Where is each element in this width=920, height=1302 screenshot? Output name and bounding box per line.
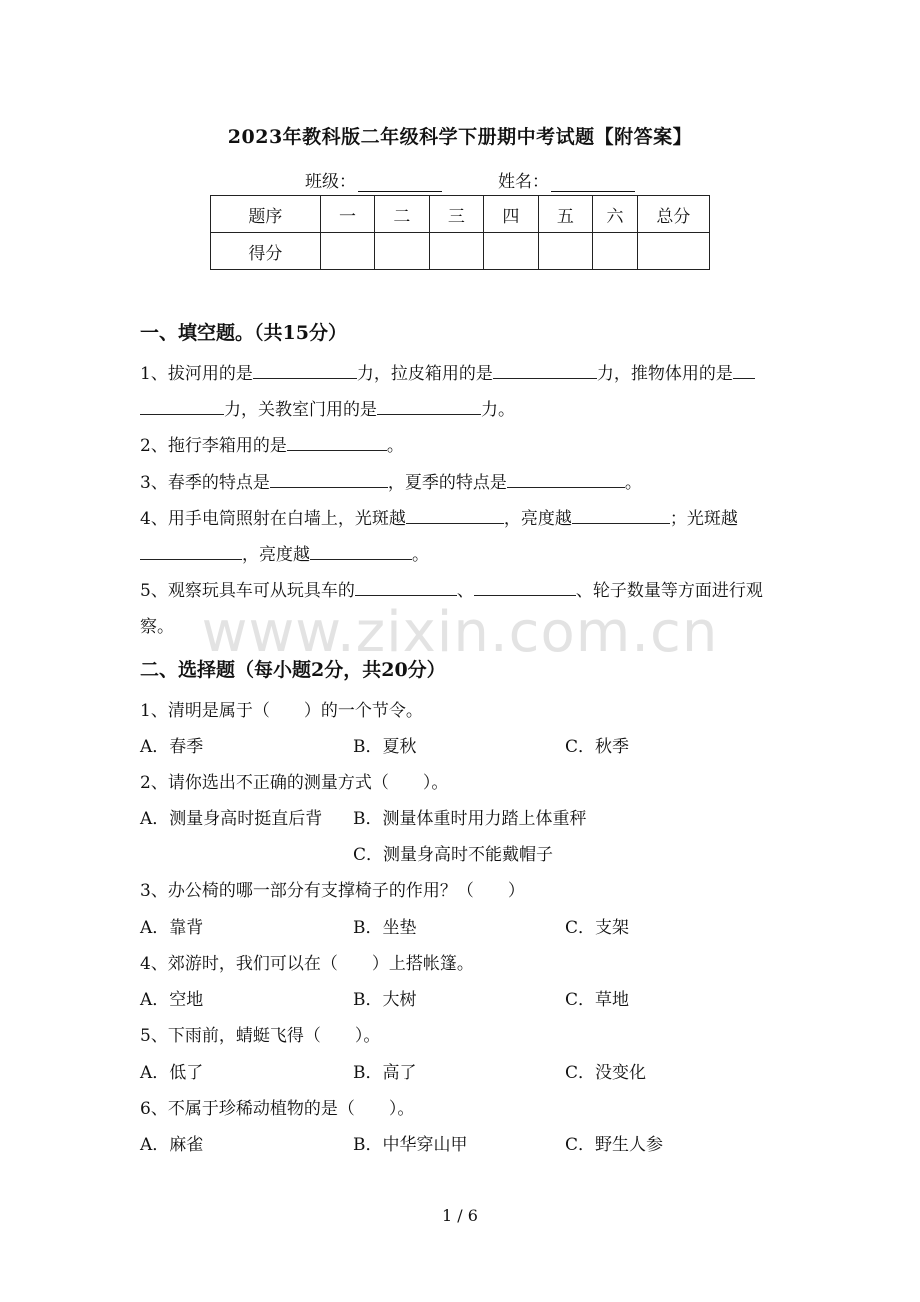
- option-b[interactable]: B．中华穿山甲: [353, 1135, 468, 1155]
- choice-question-6: 6、不属于珍稀动植物的是（ ）。: [140, 1099, 415, 1119]
- option-b[interactable]: B．高了: [353, 1063, 417, 1083]
- page-number: 1 / 6: [442, 1206, 478, 1225]
- score-cell: 四: [484, 196, 538, 233]
- score-table: [210, 195, 710, 270]
- option-a[interactable]: A．空地: [140, 990, 204, 1010]
- choice-question-2: 2、请你选出不正确的测量方式（ ）。: [140, 773, 449, 793]
- choice-options-3: [140, 910, 800, 946]
- answer-blank[interactable]: [474, 577, 576, 596]
- answer-blank[interactable]: [253, 360, 357, 379]
- question-text: ；光斑越: [669, 509, 738, 529]
- choice-options-2-cont: [140, 837, 800, 873]
- score-cell: 一: [320, 196, 374, 233]
- name-label: 姓名：: [498, 172, 549, 192]
- question-text: 力，推物体用的是: [596, 364, 733, 384]
- answer-blank[interactable]: [572, 505, 670, 524]
- score-table-score-row: [211, 233, 710, 270]
- choice-question-1: 1、清明是属于（ ）的一个节令。: [140, 701, 423, 721]
- question-text: ，夏季的特点是: [387, 473, 507, 493]
- choice-options-6: [140, 1127, 800, 1163]
- score-input-cell[interactable]: [637, 233, 709, 270]
- choice-question-4: 4、郊游时，我们可以在（ ）上搭帐篷。: [140, 954, 474, 974]
- question-text: 4、用手电筒照射在白墙上，光斑越: [140, 509, 406, 529]
- choice-options-2: [140, 801, 800, 837]
- option-b[interactable]: B．测量体重时用力踏上体重秤: [353, 809, 587, 829]
- option-b[interactable]: B．坐垫: [353, 918, 417, 938]
- answer-blank[interactable]: [406, 505, 504, 524]
- class-field[interactable]: [358, 173, 442, 192]
- score-cell: 总分: [637, 196, 709, 233]
- question-text: 力，关教室门用的是: [224, 400, 377, 420]
- score-cell: 三: [429, 196, 483, 233]
- option-a[interactable]: A．春季: [140, 737, 204, 757]
- question-text: ，亮度越: [503, 509, 572, 529]
- question-text: 。: [386, 436, 404, 456]
- fill-question-4: [140, 501, 785, 573]
- watermark: www.zixin.com.cn: [201, 600, 719, 665]
- choice-options-5: [140, 1055, 800, 1091]
- option-a[interactable]: A．低了: [140, 1063, 204, 1083]
- section2-title: 二、选择题（每小题2分，共20分）: [140, 659, 446, 681]
- score-row-label: 得分: [211, 233, 321, 270]
- question-text: 2、拖行李箱用的是: [140, 436, 287, 456]
- fill-question-3: [140, 465, 785, 501]
- student-info: [305, 167, 635, 192]
- answer-blank[interactable]: [377, 396, 481, 415]
- answer-blank[interactable]: [507, 469, 625, 488]
- choice-options-1: [140, 729, 800, 765]
- answer-blank[interactable]: [287, 432, 387, 451]
- question-text: 。: [624, 473, 642, 493]
- question-text: 、轮子数量等方面进行观察。: [140, 581, 763, 637]
- option-c[interactable]: C．野生人参: [565, 1135, 664, 1155]
- section1-title: 一、填空题。（共15分）: [140, 322, 347, 344]
- question-text: 5、观察玩具车可从玩具车的: [140, 581, 355, 601]
- question-text: 、: [456, 581, 474, 601]
- option-c[interactable]: C．测量身高时不能戴帽子: [353, 845, 554, 865]
- question-text: ，亮度越: [242, 545, 310, 565]
- option-a[interactable]: A．麻雀: [140, 1135, 204, 1155]
- score-input-cell[interactable]: [429, 233, 483, 270]
- score-cell: 五: [538, 196, 592, 233]
- class-label: 班级：: [305, 172, 356, 192]
- answer-blank[interactable]: [733, 360, 755, 379]
- option-c[interactable]: C．草地: [565, 990, 630, 1010]
- score-input-cell[interactable]: [538, 233, 592, 270]
- score-cell: 二: [375, 196, 429, 233]
- choice-question-5: 5、下雨前，蜻蜓飞得（ ）。: [140, 1026, 381, 1046]
- answer-blank[interactable]: [140, 541, 242, 560]
- question-text: 力。: [481, 400, 515, 420]
- score-table-header-row: [211, 196, 710, 233]
- score-input-cell[interactable]: [320, 233, 374, 270]
- answer-blank[interactable]: [140, 396, 224, 415]
- answer-blank[interactable]: [310, 541, 412, 560]
- score-input-cell[interactable]: [484, 233, 538, 270]
- option-a[interactable]: A．靠背: [140, 918, 204, 938]
- question-text: 1、拔河用的是: [140, 364, 253, 384]
- score-input-cell[interactable]: [375, 233, 429, 270]
- choice-options-4: [140, 982, 800, 1018]
- answer-blank[interactable]: [355, 577, 457, 596]
- name-field[interactable]: [551, 173, 635, 192]
- question-text: 3、春季的特点是: [140, 473, 270, 493]
- answer-blank[interactable]: [270, 469, 388, 488]
- score-cell: 六: [593, 196, 638, 233]
- option-b[interactable]: B．大树: [353, 990, 417, 1010]
- option-c[interactable]: C．秋季: [565, 737, 630, 757]
- option-a[interactable]: A．测量身高时挺直后背: [140, 809, 323, 829]
- score-cell: 题序: [211, 196, 321, 233]
- option-b[interactable]: B．夏秋: [353, 737, 417, 757]
- option-c[interactable]: C．没变化: [565, 1063, 647, 1083]
- fill-question-2: [140, 428, 785, 464]
- question-text: 力，拉皮箱用的是: [356, 364, 493, 384]
- page-title: 2023年教科版二年级科学下册期中考试题【附答案】: [227, 126, 693, 148]
- score-input-cell[interactable]: [593, 233, 638, 270]
- choice-question-3: 3、办公椅的哪一部分有支撑椅子的作用？（ ）: [140, 881, 525, 901]
- option-c[interactable]: C．支架: [565, 918, 630, 938]
- answer-blank[interactable]: [493, 360, 597, 379]
- fill-question-1: [140, 356, 785, 428]
- question-text: 。: [412, 545, 429, 565]
